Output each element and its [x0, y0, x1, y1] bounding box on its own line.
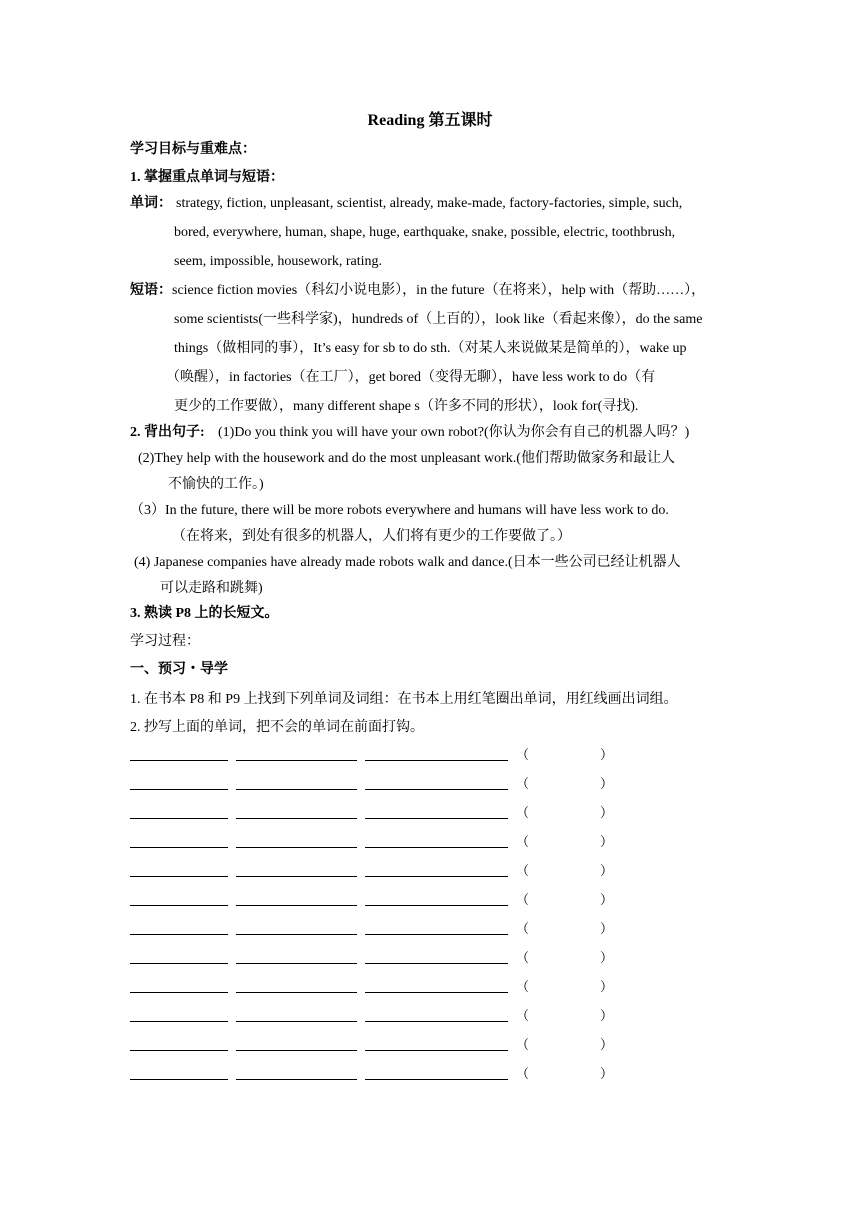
check-paren-open: （	[516, 747, 530, 762]
write-in-blank[interactable]	[130, 1050, 228, 1051]
write-in-blank[interactable]	[236, 1021, 357, 1022]
sentence-3-cont: （在将来，到处有很多的机器人，人们将有更少的工作要做了。）	[172, 529, 571, 544]
page-title: Reading 第五课时	[367, 112, 493, 129]
write-in-blank[interactable]	[365, 963, 508, 964]
item3: 3. 熟读 P8 上的长短文。	[130, 606, 279, 621]
write-in-blank[interactable]	[130, 963, 228, 964]
write-in-blank[interactable]	[130, 789, 228, 790]
write-in-blank[interactable]	[365, 934, 508, 935]
check-paren-close: ）	[600, 892, 614, 907]
phrases-line: some scientists(一些科学家)，hundreds of（上百的），look like（看起来像），do the same	[174, 312, 703, 327]
check-paren-close: ）	[600, 747, 614, 762]
blank-row	[130, 775, 614, 795]
blank-row	[130, 1036, 614, 1056]
write-in-blank[interactable]	[130, 1079, 228, 1080]
write-in-blank[interactable]	[236, 905, 357, 906]
write-in-blank[interactable]	[365, 1050, 508, 1051]
item1-heading: 1. 掌握重点单词与短语：	[130, 170, 284, 185]
sentence-4-cont: 可以走路和跳舞)	[160, 581, 263, 596]
write-in-blank[interactable]	[236, 992, 357, 993]
write-in-blank[interactable]	[130, 818, 228, 819]
process-heading: 学习过程：	[130, 634, 200, 649]
write-in-blank[interactable]	[365, 876, 508, 877]
write-in-blank[interactable]	[365, 905, 508, 906]
write-in-blank[interactable]	[130, 934, 228, 935]
write-in-blank[interactable]	[365, 789, 508, 790]
write-in-blank[interactable]	[236, 1079, 357, 1080]
check-paren-open: （	[516, 834, 530, 849]
check-paren-open: （	[516, 979, 530, 994]
task-2: 2. 抄写上面的单词，把不会的单词在前面打钩。	[130, 720, 424, 735]
check-paren-open: （	[516, 892, 530, 907]
write-in-blank[interactable]	[130, 992, 228, 993]
check-paren-close: ）	[600, 776, 614, 791]
check-paren-open: （	[516, 921, 530, 936]
check-paren-open: （	[516, 1008, 530, 1023]
sentences-heading: 2. 背出句子:	[130, 425, 205, 440]
check-paren-close: ）	[600, 863, 614, 878]
check-paren-open: （	[516, 1066, 530, 1081]
check-paren-close: ）	[600, 979, 614, 994]
write-in-blank[interactable]	[365, 1079, 508, 1080]
write-in-blank[interactable]	[130, 1021, 228, 1022]
sentence-2: (2)They help with the housework and do the most unpleasant work.(他们帮助做家务和最让人	[138, 451, 675, 466]
check-paren-close: ）	[600, 834, 614, 849]
blank-row	[130, 891, 614, 911]
write-in-blank[interactable]	[130, 876, 228, 877]
check-paren-open: （	[516, 950, 530, 965]
check-paren-close: ）	[600, 1008, 614, 1023]
write-in-blank[interactable]	[365, 847, 508, 848]
write-in-blank[interactable]	[130, 760, 228, 761]
blank-row	[130, 862, 614, 882]
check-paren-close: ）	[600, 921, 614, 936]
blank-row	[130, 1065, 614, 1085]
words-line: bored, everywhere, human, shape, huge, earthquake, snake, possible, electric, toothbrush,	[174, 225, 676, 240]
write-in-blank[interactable]	[365, 760, 508, 761]
words-line: strategy, fiction, unpleasant, scientist, already, make-made, factory-factories, simple, such,	[176, 196, 683, 211]
write-in-blank[interactable]	[236, 847, 357, 848]
check-paren-close: ）	[600, 805, 614, 820]
blank-row	[130, 978, 614, 998]
blank-row	[130, 920, 614, 940]
check-paren-open: （	[516, 1037, 530, 1052]
blank-row	[130, 804, 614, 824]
sentence-2-cont: 不愉快的工作。)	[168, 477, 264, 492]
write-in-blank[interactable]	[130, 847, 228, 848]
phrases-line: （唤醒），in factories（在工厂），get bored（变得无聊），have less work to do（有	[166, 370, 656, 385]
words-line: seem, impossible, housework, rating.	[174, 254, 383, 269]
sentence-1: (1)Do you think you will have your own robot?(你认为你会有自己的机器人吗？)	[218, 425, 690, 440]
write-in-blank[interactable]	[236, 963, 357, 964]
phrases-line: things（做相同的事），It’s easy for sb to do sth.（对某人来说做某是简单的），wake up	[174, 341, 687, 356]
section1-heading: 一、预习・导学	[130, 662, 228, 677]
blank-row	[130, 833, 614, 853]
objectives-heading: 学习目标与重难点：	[130, 142, 256, 157]
task-1: 1. 在书本 P8 和 P9 上找到下列单词及词组：在书本上用红笔圈出单词，用红线画出词组。	[130, 692, 678, 707]
blank-row	[130, 746, 614, 766]
write-in-blank[interactable]	[236, 760, 357, 761]
check-paren-close: ）	[600, 1037, 614, 1052]
write-in-blank[interactable]	[236, 818, 357, 819]
phrases-line: 更少的工作要做），many different shape s（许多不同的形状），look for(寻找).	[174, 399, 639, 414]
write-in-blank[interactable]	[130, 905, 228, 906]
write-in-blank[interactable]	[365, 992, 508, 993]
write-in-blank[interactable]	[236, 876, 357, 877]
blank-row	[130, 1007, 614, 1027]
words-label: 单词：	[130, 196, 172, 211]
check-paren-close: ）	[600, 950, 614, 965]
write-in-blank[interactable]	[236, 934, 357, 935]
check-paren-open: （	[516, 776, 530, 791]
blank-row	[130, 949, 614, 969]
phrases-line: science fiction movies（科幻小说电影），in the future（在将来），help with（帮助……），	[172, 283, 706, 298]
phrases-label: 短语：	[130, 283, 172, 298]
sentence-4: (4) Japanese companies have already made robots walk and dance.(日本一些公司已经让机器人	[134, 555, 681, 570]
sentence-3: （3）In the future, there will be more robots everywhere and humans will have less work to do.	[130, 503, 669, 518]
write-in-blank[interactable]	[365, 1021, 508, 1022]
write-in-blank[interactable]	[236, 1050, 357, 1051]
check-paren-open: （	[516, 805, 530, 820]
write-in-blank[interactable]	[365, 818, 508, 819]
check-paren-open: （	[516, 863, 530, 878]
check-paren-close: ）	[600, 1066, 614, 1081]
write-in-blank[interactable]	[236, 789, 357, 790]
